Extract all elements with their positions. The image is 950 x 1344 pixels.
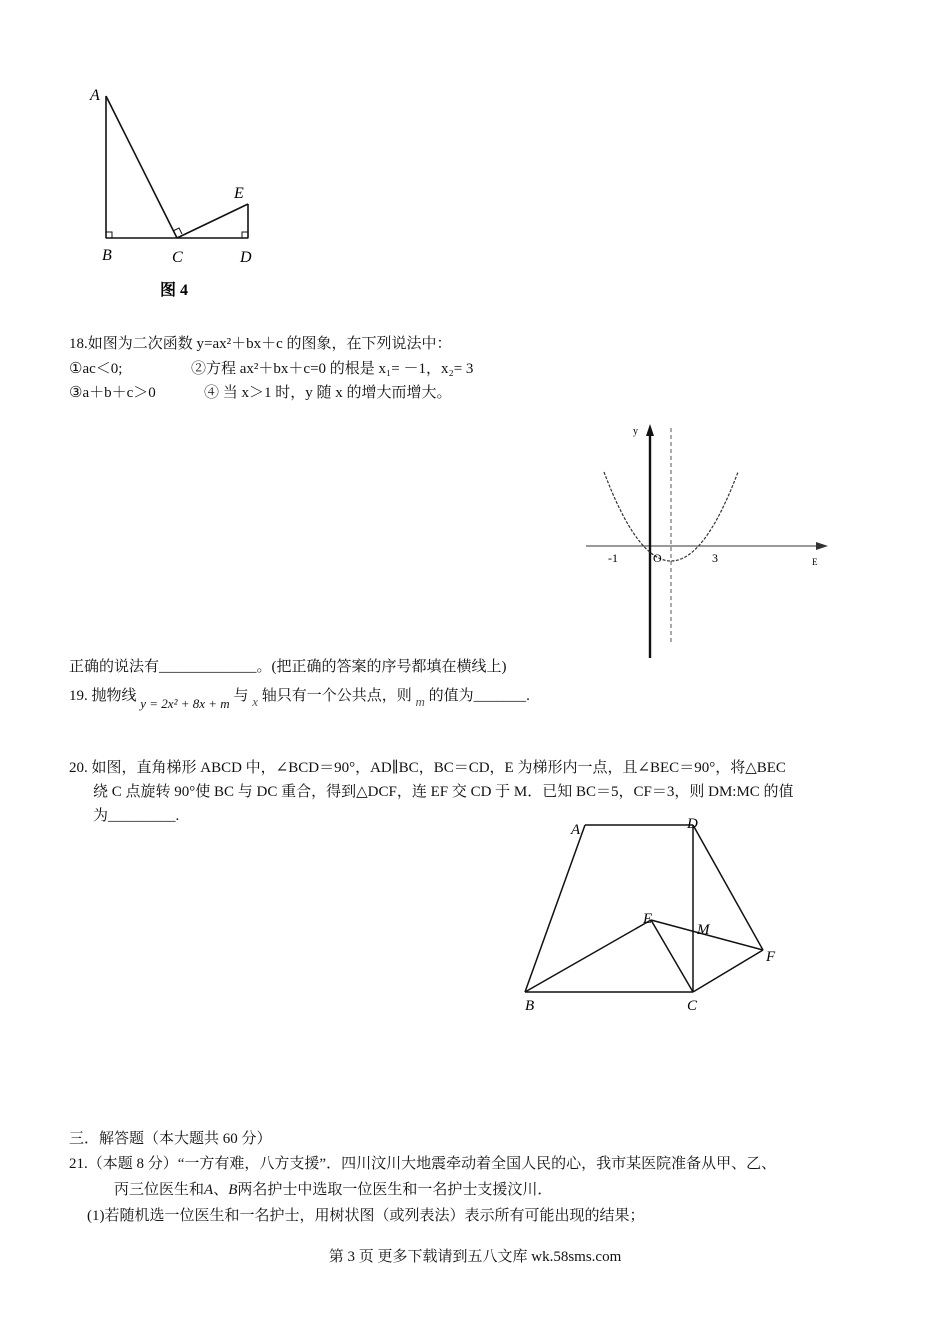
q21-line-1: 21.（本题 8 分）“一方有难，八方支援”．四川汶川大地震牵动着全国人民的心，我市某医院准备从甲、乙、 [69,1156,777,1172]
q21-line-2 [114,1180,552,1200]
segment-ce [177,204,248,238]
page-footer: 第 3 页 更多下载请到五八文库 wk.58sms.com [328,1249,622,1265]
segment-ec [651,920,693,992]
q19-mid: 与 [233,688,249,704]
q18-option-2: ②方程 ax²＋bx＋c=0 的根是 x₁= －1，x₂= 3 [191,361,474,377]
q19-mid2: 轴只有一个公共点，则 [261,688,412,704]
y-axis-arrow-icon [646,424,654,436]
label-e: E [234,185,244,202]
origin-label: O [653,551,662,565]
q21-line-2-a: 丙三位医生和 [114,1182,205,1198]
trapezoid-figure [515,812,795,1022]
q20-line-2: 绕 C 点旋转 90°使 BC 与 DC 重合，得到△DCF，连 EF 交 CD 于 M．已知 BC＝5，CF＝3，则 DM:MC 的值 [93,784,794,800]
figure-4 [80,80,280,310]
q19-prefix: 19. 抛物线 [69,688,137,704]
q21-line-2-sep: 、 [213,1182,229,1198]
q19-m-var: m [415,694,425,709]
q21-line-2-b: 两名护士中选取一位医生和一名护士支援汶川． [237,1182,553,1198]
label-d: D [240,249,252,266]
q18-answer-line: 正确的说法有_____________。(把正确的答案的序号都填在横线上) [69,659,507,675]
figure-4-caption: 图 4 [160,282,189,299]
label-b: B [525,998,535,1014]
right-angle-b [106,232,112,238]
label-b: B [102,247,112,264]
tick-3: 3 [712,551,718,565]
q19-suffix: 的值为_______. [428,688,530,704]
q18-option-3: ③a＋b＋c＞0 [69,385,156,401]
q18-option-4: ④ 当 x＞1 时，y 随 x 的增大而增大。 [204,385,452,401]
right-angle-d [242,232,248,238]
q19-line [69,686,530,711]
label-d: D [687,816,698,832]
x-axis-arrow-icon [816,542,828,550]
q18-stem: 18.如图为二次函数 y=ax²＋bx＋c 的图象，在下列说法中： [69,336,452,352]
segment-be [525,920,651,992]
label-f: F [766,949,776,965]
label-a: A [571,822,581,838]
label-m: M [697,922,710,938]
segment-ac [106,96,177,238]
segment-cf [693,950,763,992]
section-3-heading: 三．解答题（本大题共 60 分） [69,1131,272,1147]
label-c: C [687,998,698,1014]
q20-line-3: 为_________. [93,808,180,824]
tick-neg-1: -1 [608,551,618,565]
parabola-graph [580,420,840,665]
x-axis-label: E [812,557,818,567]
q19-x-var: x [252,694,258,709]
q20-line-1: 20. 如图，直角梯形 ABCD 中，∠BCD＝90°，AD∥BC，BC＝CD，E 为梯形内一点，且∠BEC＝90°，将△BEC [69,760,786,776]
q21-part-1: (1)若随机选一位医生和一名护士，用树状图（或列表法）表示所有可能出现的结果； [87,1208,645,1224]
q18-option-1: ①ac＜0; [69,361,123,377]
label-c: C [172,249,183,266]
y-axis-label: y [633,426,638,437]
label-e: E [643,911,653,927]
segment-ab [525,825,585,992]
q21-nurse-b: B [228,1182,238,1198]
label-a: A [90,87,100,104]
q19-formula: y = 2x² + 8x + m [140,696,230,711]
q21-nurse-a: A [204,1182,214,1198]
